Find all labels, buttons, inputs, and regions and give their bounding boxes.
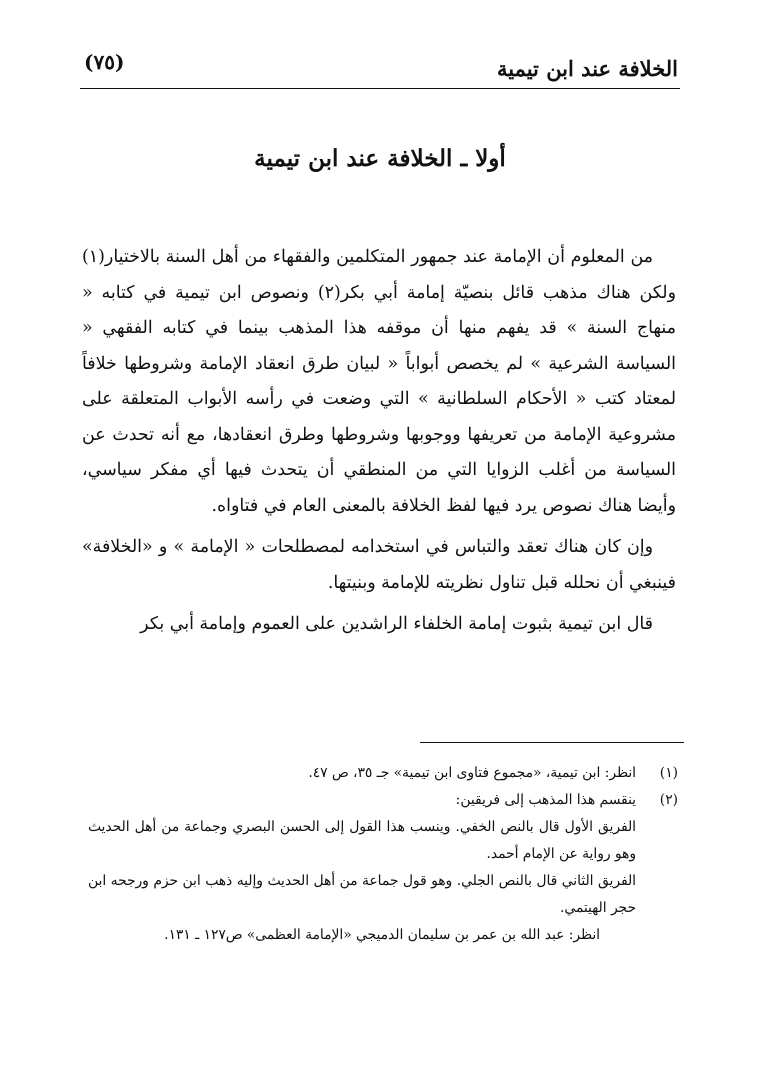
running-title: الخلافة عند ابن تيمية [496,56,678,81]
header-rule [80,88,680,89]
paragraph-3: قال ابن تيمية بثبوت إمامة الخلفاء الراشدين على العموم وإمامة أبي بكر [140,614,653,634]
footnote-text: ينقسم هذا المذهب إلى فريقين: [455,792,636,808]
footnote-number: (١) [659,765,678,781]
paragraph-2: وإن كان هناك تعقد والتباس في استخدامه لمصطلحات « الإمامة » و «الخلافة» فينبغي أن نحلله قبل تناول نظريته للإمامة وبنيتها. [82,537,676,593]
footnote-2-group-one: الفريق الأول قال بالنص الخفي. وينسب هذا القول إلى الحسن البصري وجماعة من أهل الحديث وهو رواية عن الإمام أحمد. [88,819,636,862]
paragraph-1: من المعلوم أن الإمامة عند جمهور المتكلمين والفقهاء من أهل السنة بالاختيار(١) ولكن هناك مذهب قائل بنصيّة إمامة أبي بكر(٢) ونصوص ابن تيمية في كتابه « منهاج السنة » قد يفهم منها أن موقفه هذا المذهب بينما في كتابه الفقهي « السياسة الشرعية » لم يخصص أبواباً « لبيان طرق انعقاد الإمامة وشروطها خلافاً لمعتاد كتب « الأحكام السلطانية » التي وضعت في رأسه الأبواب المتعلقة على مشروعية الإمامة من تعريفها ووجوبها وشروطها وطرق انعقادها، مع أنه تحدث عن السياسة من أغلب الزوايا التي من المنطقي أن يتحدث فيها أي مفكر سياسي، وأيضا هناك نصوص يرد فيها لفظ الخلافة بالمعنى العام في فتاواه. [82,247,677,516]
chapter-heading: أولا ـ الخلافة عند ابن تيمية [254,145,506,172]
footnote-separator [420,742,684,743]
footnote-number: (٢) [659,792,678,808]
footnote-1 [88,760,678,787]
footnote-2-group-two: الفريق الثاني قال بالنص الجلي. وهو قول جماعة من أهل الحديث وإليه ذهب ابن حزم ورجحه ابن حجر الهيتمي. [88,873,636,916]
footnote-2 [88,787,678,814]
footnote-2-reference: انظر: عبد الله بن عمر بن سليمان الدميجي «الإمامة العظمى» ص١٢٧ ـ ١٣١. [164,927,600,943]
body-text [82,240,676,643]
footnote-text: انظر: ابن تيمية، «مجموع فتاوى ابن تيمية» جـ ٣٥، ص ٤٧. [308,765,636,781]
page-number: (٧٥) [84,50,125,74]
footnotes [88,760,678,949]
